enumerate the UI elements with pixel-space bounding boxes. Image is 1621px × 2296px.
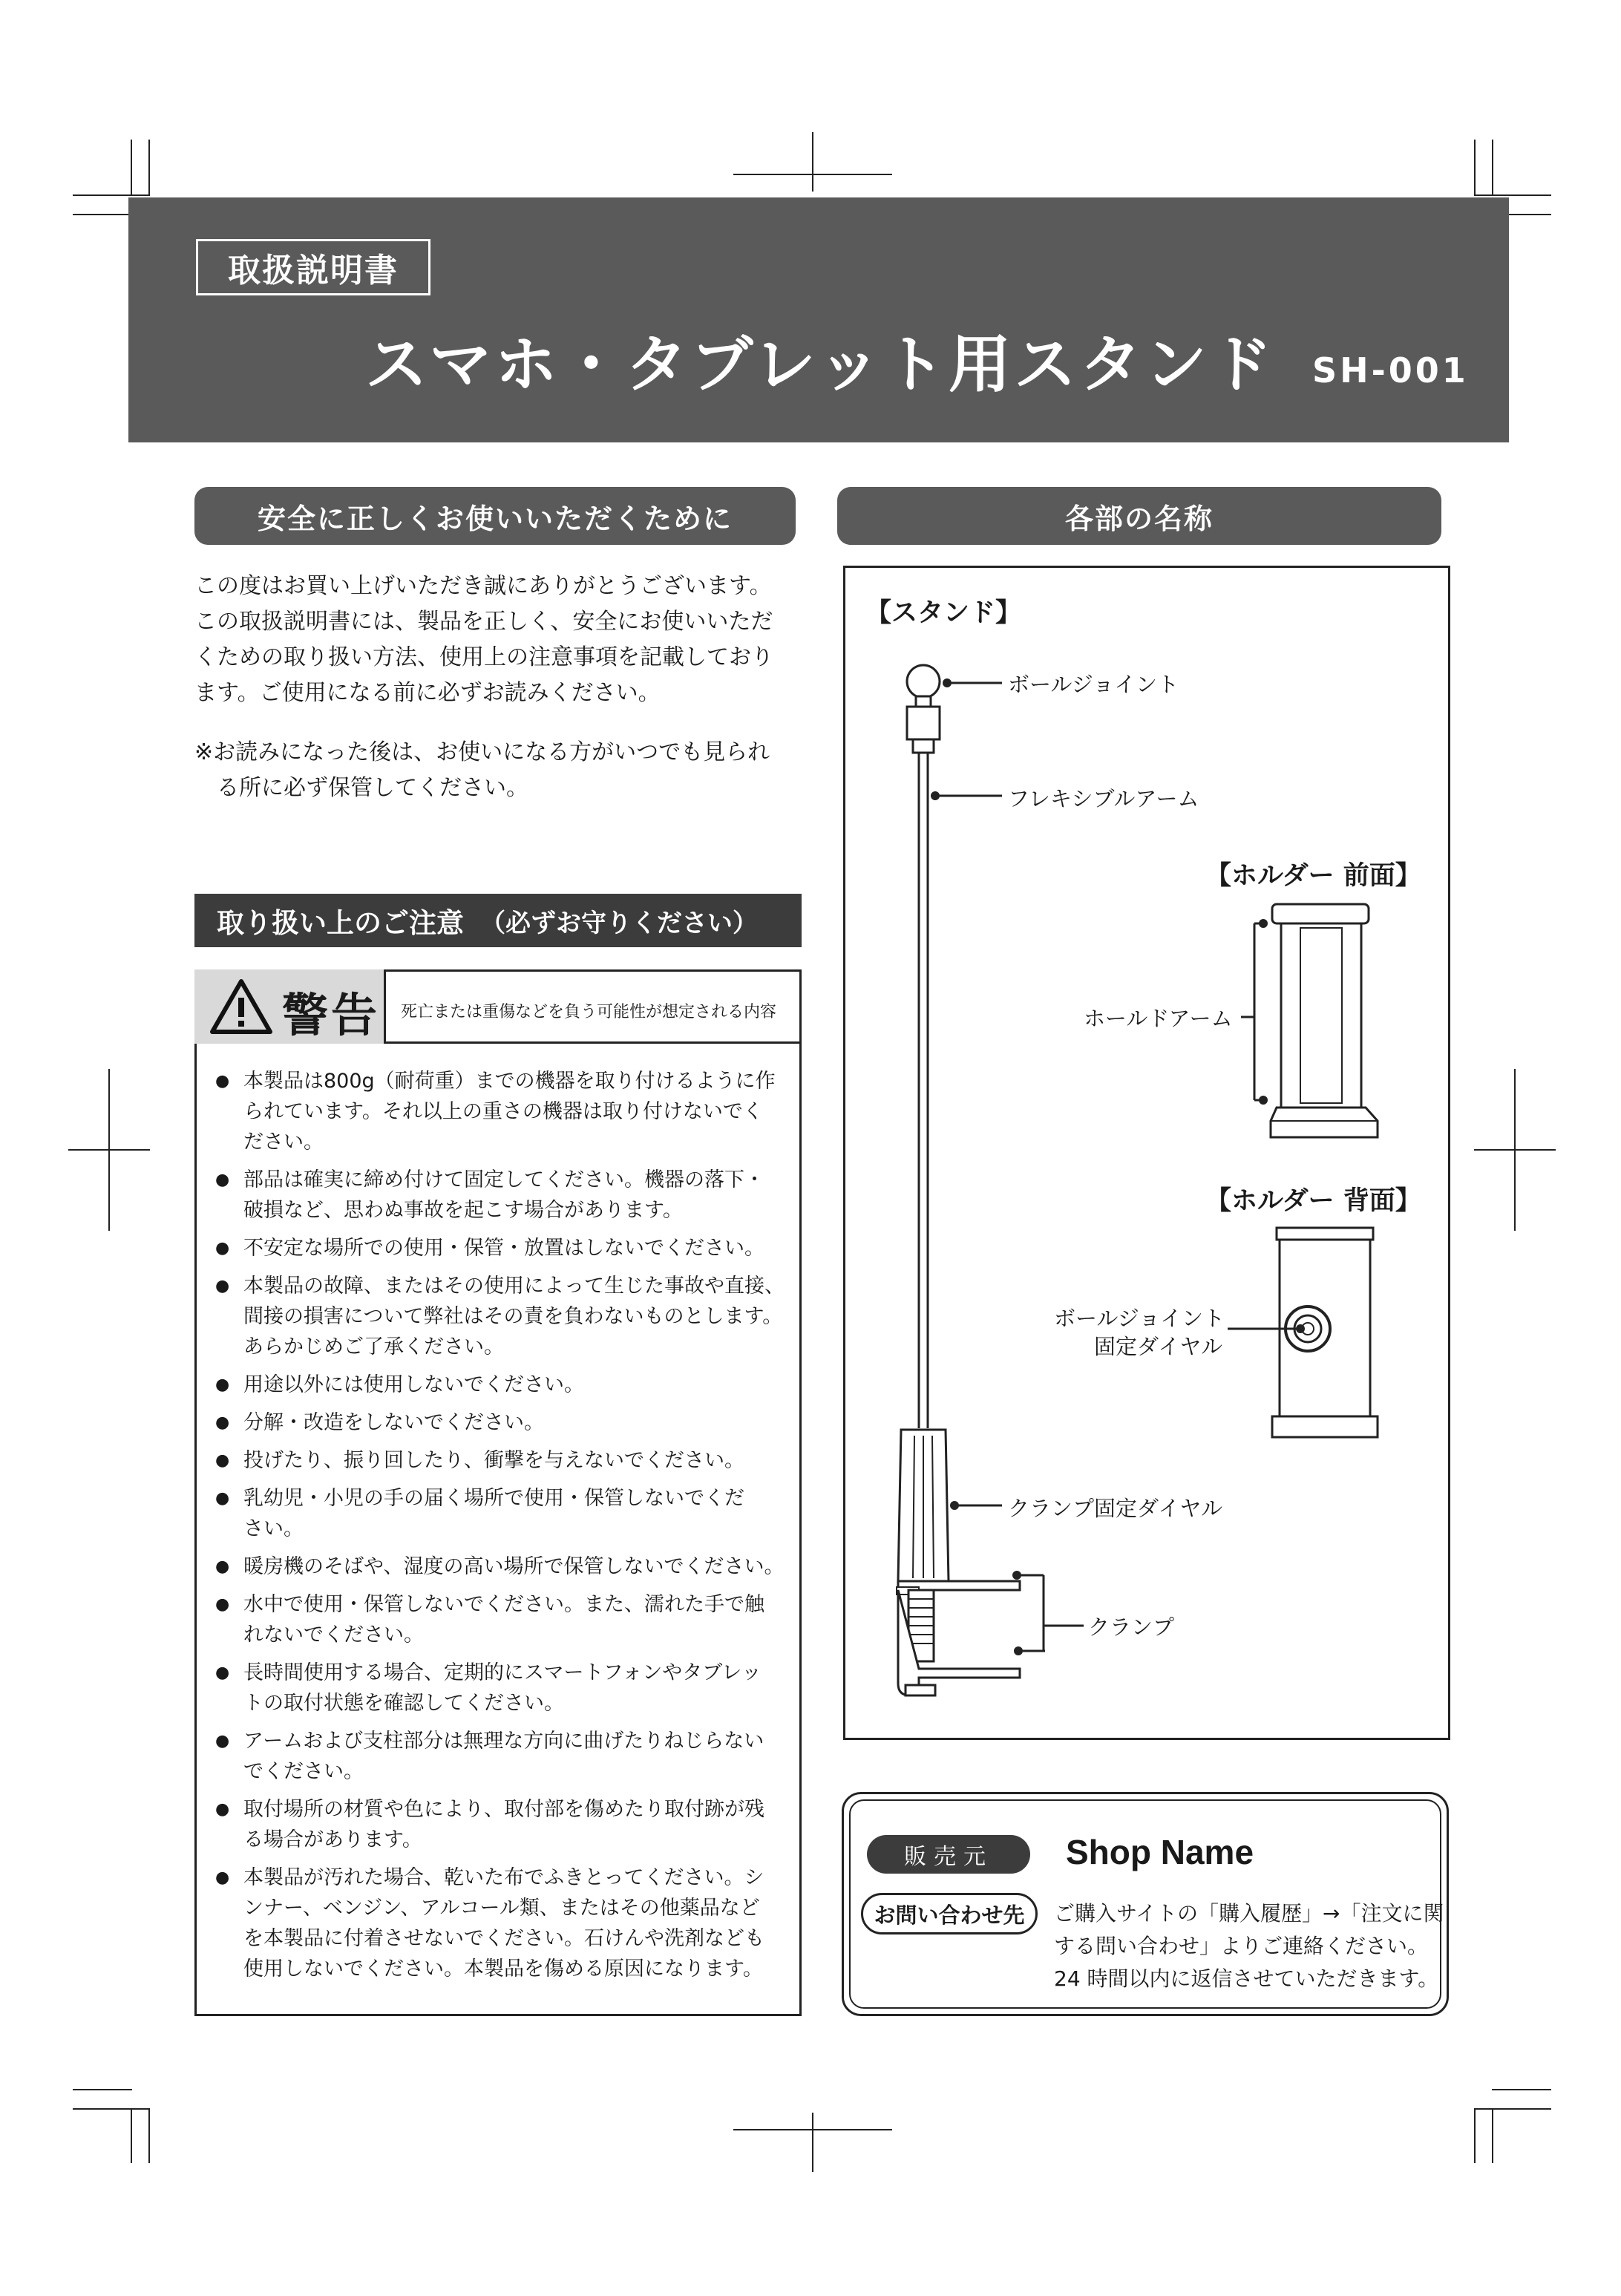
holder-back-illustration (1262, 1217, 1395, 1462)
label-ball-joint: ボールジョイント (1008, 672, 1179, 697)
safety-heading: 安全に正しくお使いいただくために (194, 487, 796, 545)
crop-mark (148, 2108, 150, 2163)
crop-mark (1474, 140, 1476, 194)
crop-mark (733, 2129, 892, 2130)
warning-item: ● 分解・改造をしないでください。 (215, 1407, 787, 1438)
caution-heading-text: 取り扱い上のご注意 (217, 907, 464, 939)
caution-subheading: （必ずお守りください） (480, 908, 758, 938)
contact-line: 24 時間以内に返信させていただきます。 (1054, 1966, 1439, 1991)
note-line: る所に必ず保管してください。 (217, 775, 528, 801)
label-clamp-dial: クランプ固定ダイヤル (1008, 1496, 1223, 1521)
crop-mark (148, 140, 150, 194)
warning-item: ● 本製品が汚れた場合、乾いた布でふきとってください。シ ンナー、ベンジン、アルコール類、またはその他薬品など を本製品に付着させないでください。石けんや洗剤なども 使用しないでください。本製品を傷める原因になります。 (215, 1862, 787, 1984)
crop-mark (73, 214, 132, 215)
warning-item: ● 本製品の故障、またはその使用によって生じた事故や直接、 間接の損害について弊社はその責を負わないものとします。 あらかじめご了承ください。 (215, 1271, 787, 1362)
warning-item: ● 水中で使用・保管しないでください。また、濡れた手で触 れないでください。 (215, 1589, 787, 1650)
warning-list (215, 1066, 787, 1992)
crop-mark (1474, 2108, 1551, 2110)
page-title: スマホ・タブレット用スタンド (365, 328, 1276, 401)
holder-back-label: 【ホルダー 背面】 (1205, 1186, 1421, 1216)
crop-mark (733, 174, 892, 175)
warning-triangle-icon (208, 977, 275, 1036)
doc-label: 取扱説明書 (196, 239, 430, 295)
leader-line-dial (1226, 1321, 1315, 1336)
intro-line: この取扱説明書には、製品を正しく、安全にお使いいただ (194, 609, 773, 635)
warning-item: ● アームおよび支柱部分は無理な方向に曲げたりねじらない でください。 (215, 1726, 787, 1787)
warning-item: ● 乳幼児・小児の手の届く場所で使用・保管しないでくだ さい。 (215, 1483, 787, 1544)
warning-item: ● 用途以外には使用しないでください。 (215, 1370, 787, 1400)
model-number: SH-001 (1312, 350, 1469, 390)
parts-heading: 各部の名称 (837, 487, 1441, 545)
crop-mark (1474, 194, 1551, 196)
contact-tag: お問い合わせ先 (861, 1893, 1038, 1934)
crop-mark (73, 2108, 150, 2110)
crop-mark (1492, 2108, 1493, 2163)
crop-mark (1474, 2108, 1476, 2163)
shop-name: Shop Name (1066, 1833, 1254, 1871)
warning-item: ● 不安定な場所での使用・保管・放置はしないでください。 (215, 1233, 787, 1263)
crop-mark (1474, 1149, 1556, 1151)
intro-line: この度はお買い上げいただき誠にありがとうございます。 (194, 573, 772, 599)
label-hold-arm: ホールドアーム (1084, 1006, 1233, 1031)
label-ball-joint-dial-1: ボールジョイント (1054, 1306, 1225, 1331)
label-flexible-arm: フレキシブルアーム (1008, 786, 1199, 811)
warning-item: ● 本製品は800g（耐荷重）までの機器を取り付けるように作 られています。それ以上の重さの機器は取り付けないでく ださい。 (215, 1066, 787, 1157)
warning-item: ● 長時間使用する場合、定期的にスマートフォンやタブレッ トの取付状態を確認してください。 (215, 1658, 787, 1718)
label-ball-joint-dial-2: 固定ダイヤル (1094, 1334, 1223, 1359)
safety-intro (194, 569, 810, 711)
seller-tag: 販売元 (867, 1835, 1030, 1874)
crop-mark (73, 194, 150, 196)
contact-line: する問い合わせ」よりご連絡ください。 (1054, 1934, 1429, 1958)
holder-front-label: 【ホルダー 前面】 (1205, 861, 1421, 891)
caution-heading (194, 894, 802, 947)
warning-item: ● 投げたり、振り回したり、衝撃を与えないでください。 (215, 1445, 787, 1476)
crop-mark (131, 140, 132, 194)
contact-line: ご購入サイトの「購入履歴」→「注文に関 (1054, 1901, 1444, 1926)
warning-title: 警告 (282, 988, 381, 1042)
warning-description: 死亡または重傷などを負う可能性が想定される内容 (401, 1003, 777, 1021)
safety-note (194, 735, 810, 806)
note-line: ※お読みになった後は、お使いになる方がいつでも見られ (194, 739, 770, 765)
warning-item: ● 部品は確実に締め付けて固定してください。機器の落下・ 破損など、思わぬ事故を起こす場合があります。 (215, 1165, 787, 1226)
crop-mark (131, 2108, 132, 2163)
label-clamp: クランプ (1088, 1615, 1175, 1640)
contact-text (1054, 1897, 1444, 1995)
warning-item: ● 取付場所の材質や色により、取付部を傷めたり取付跡が残 る場合があります。 (215, 1794, 787, 1855)
crop-mark (68, 1149, 150, 1151)
intro-line: くための取り扱い方法、使用上の注意事項を記載しており (194, 644, 773, 670)
warning-item: ● 暖房機のそばや、湿度の高い場所で保管しないでください。 (215, 1551, 787, 1582)
intro-line: ます。ご使用になる前に必ずお読みください。 (194, 680, 661, 706)
holder-front-illustration (1232, 898, 1395, 1151)
crop-mark (812, 132, 813, 192)
crop-mark (812, 2113, 813, 2172)
stand-label: 【スタンド】 (865, 598, 1022, 628)
crop-mark (1492, 2089, 1551, 2090)
crop-mark (73, 2089, 132, 2090)
leader-line-clamp-bottom (1014, 1646, 1058, 1661)
crop-mark (1492, 140, 1493, 194)
